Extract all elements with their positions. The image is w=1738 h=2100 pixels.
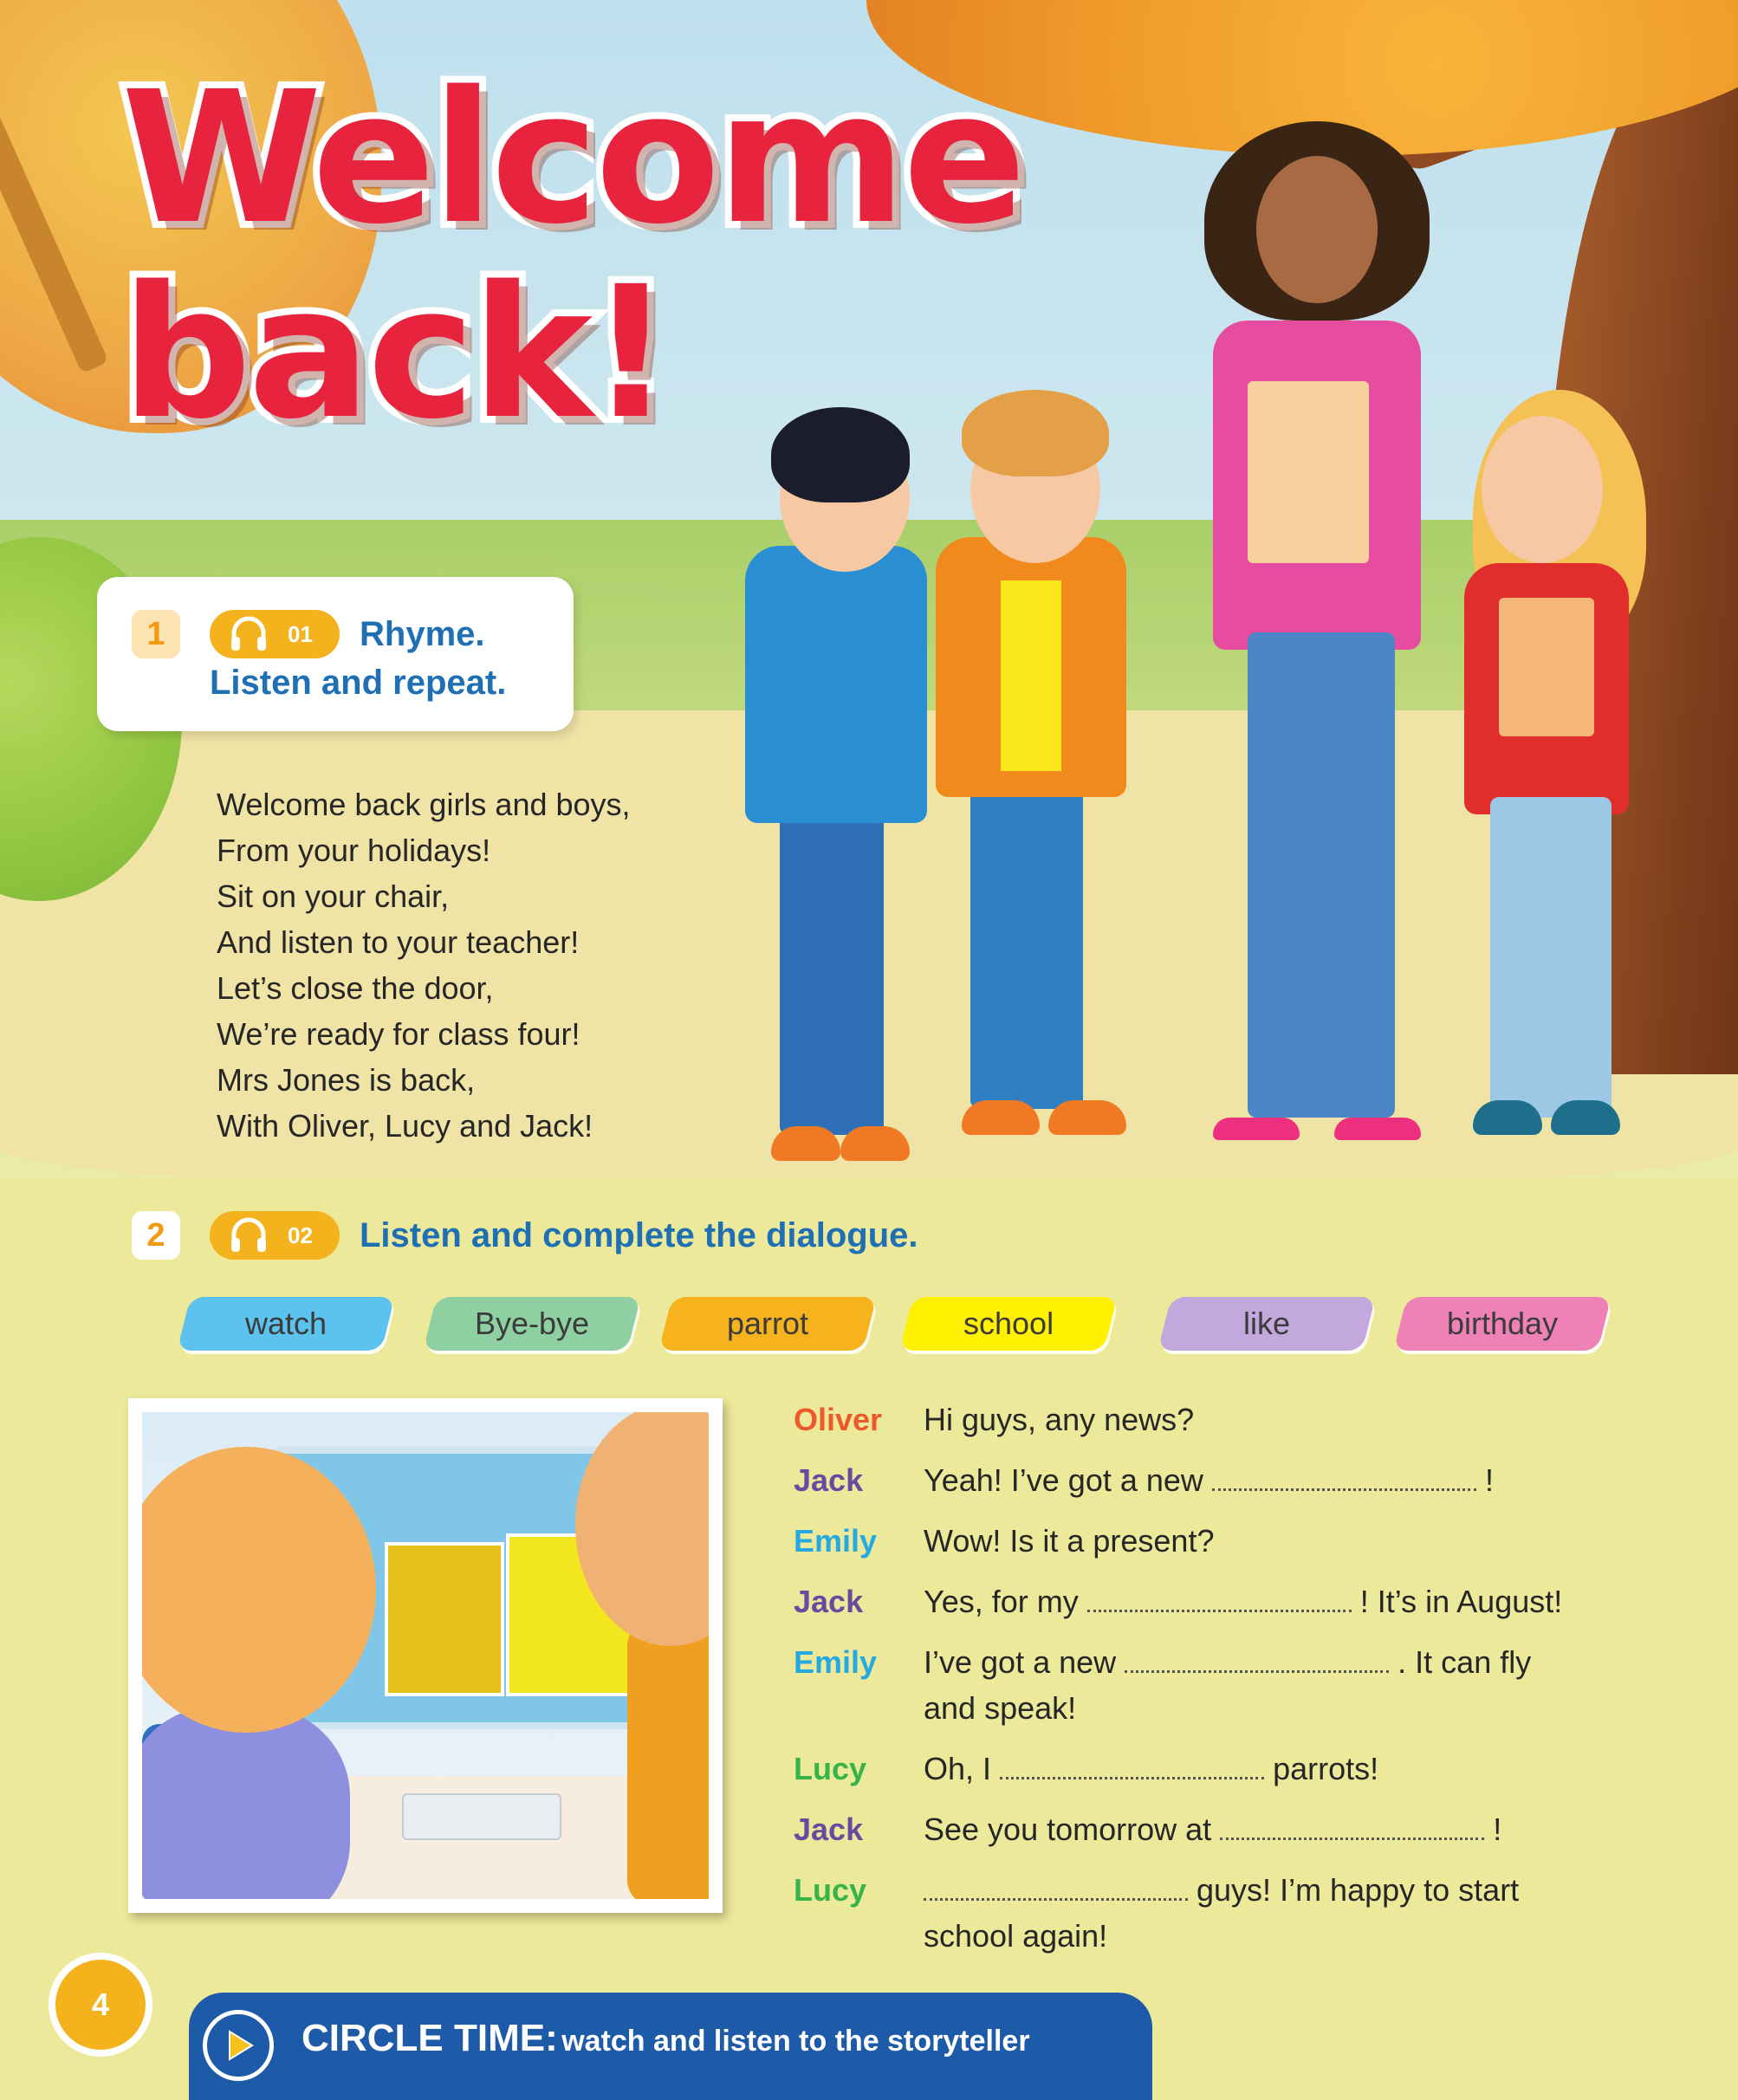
answer-blank[interactable] — [1212, 1461, 1476, 1491]
teacher — [1196, 121, 1456, 1161]
line-text-after: . It can fly — [1398, 1644, 1532, 1680]
dialogue-line — [924, 1806, 1617, 1852]
line-text-after: ! — [1484, 1462, 1494, 1498]
rhyme-line: Let’s close the door, — [217, 970, 494, 1006]
line-text-after: ! It’s in August! — [1359, 1584, 1563, 1619]
answer-blank[interactable] — [1087, 1582, 1352, 1612]
line-text: Hi guys, any news? — [924, 1402, 1195, 1437]
title-line-1: Welcome — [121, 52, 1023, 264]
word-chip[interactable] — [177, 1297, 394, 1351]
boy-blue-hoodie — [728, 399, 944, 1178]
rhyme-line: Mrs Jones is back, — [217, 1062, 476, 1098]
word-chip[interactable] — [423, 1297, 640, 1351]
circle-time-text — [302, 2017, 1030, 2060]
line-text: See you tomorrow at — [924, 1812, 1212, 1847]
track-number: 01 — [288, 620, 313, 647]
line-text: Yes, for my — [924, 1584, 1079, 1619]
boy-orange-jacket — [918, 390, 1144, 1152]
girl-back — [142, 1707, 350, 1899]
exercise-2-instruction: Listen and complete the dialogue. — [360, 1216, 918, 1254]
answer-blank[interactable] — [1125, 1643, 1389, 1673]
circle-time-description: watch and listen to the storyteller — [561, 2025, 1030, 2058]
line-text-after: guys! I’m happy to start — [1196, 1872, 1520, 1908]
speaker-name: Jack — [794, 1584, 864, 1619]
circle-time-banner[interactable] — [189, 1993, 1152, 2100]
rhyme-line: From your holidays! — [217, 833, 491, 868]
line-text: I’ve got a new — [924, 1644, 1117, 1680]
rhyme-line: With Oliver, Lucy and Jack! — [217, 1108, 593, 1144]
line-text-after: parrots! — [1273, 1751, 1379, 1786]
speaker-name: Lucy — [794, 1751, 867, 1786]
dialogue-line — [924, 1518, 1617, 1564]
word-chip-label: parrot — [726, 1306, 809, 1341]
rhyme-text — [217, 781, 631, 1149]
title-line-2: back! — [121, 247, 669, 459]
audio-track-button[interactable] — [210, 1211, 340, 1260]
word-chip-label: school — [963, 1306, 1054, 1341]
speaker-name: Jack — [794, 1462, 864, 1498]
headphones-icon — [229, 1217, 269, 1254]
speaker-name: Emily — [794, 1644, 878, 1680]
boy-shirt — [627, 1620, 709, 1899]
dialogue-line — [924, 1457, 1617, 1503]
line-text-after: ! — [1493, 1812, 1502, 1847]
word-chip[interactable] — [1393, 1297, 1611, 1351]
speaker-name: Jack — [794, 1812, 864, 1847]
video-call-scene — [142, 1412, 709, 1899]
dialogue-line — [924, 1639, 1617, 1731]
video-window-girl — [385, 1542, 504, 1696]
rhyme-line: And listen to your teacher! — [217, 924, 580, 960]
word-bank — [184, 1297, 1639, 1351]
exercise-1-instruction-line-2: Listen and repeat. — [210, 664, 507, 702]
answer-blank[interactable] — [1220, 1810, 1484, 1840]
speaker-name: Lucy — [794, 1872, 867, 1908]
exercise-number: 1 — [132, 610, 180, 658]
speaker-name: Oliver — [794, 1402, 883, 1437]
play-button[interactable] — [203, 2010, 274, 2081]
rhyme-line: Sit on your chair, — [217, 878, 450, 914]
dialogue-line — [924, 1578, 1617, 1624]
word-chip[interactable] — [658, 1297, 876, 1351]
answer-blank[interactable] — [1000, 1749, 1264, 1779]
line-text: Yeah! I’ve got a new — [924, 1462, 1203, 1498]
word-chip-label: birthday — [1446, 1306, 1559, 1341]
headphones-icon — [229, 616, 269, 652]
rhyme-line: We’re ready for class four! — [217, 1016, 580, 1052]
dialogue-line — [924, 1867, 1617, 1959]
dialogue-line — [924, 1397, 1617, 1442]
video-call-picture — [128, 1398, 723, 1913]
keyboard — [402, 1793, 561, 1840]
girl-red-top — [1456, 390, 1646, 1152]
word-chip-label: Bye-bye — [474, 1306, 590, 1341]
page-number: 4 — [55, 1960, 146, 2050]
answer-blank[interactable] — [924, 1870, 1188, 1901]
dialogue-line — [924, 1746, 1617, 1792]
speaker-name: Emily — [794, 1523, 878, 1559]
track-number: 02 — [288, 1222, 313, 1248]
word-chip-label: like — [1242, 1306, 1291, 1341]
line-text-continued: school again! — [924, 1918, 1108, 1954]
exercise-1-instruction-line-1: Rhyme. — [360, 615, 485, 653]
exercise-1-header — [97, 577, 574, 731]
page-title — [121, 52, 1023, 459]
play-icon — [221, 2028, 256, 2063]
rhyme-line: Welcome back girls and boys, — [217, 787, 631, 822]
exercise-number: 2 — [132, 1211, 180, 1260]
line-text: Oh, I — [924, 1751, 992, 1786]
audio-track-button[interactable] — [210, 610, 340, 658]
line-text-continued: and speak! — [924, 1690, 1077, 1726]
word-chip-label: watch — [244, 1306, 327, 1341]
circle-time-label: CIRCLE TIME: — [302, 2017, 558, 2059]
line-text: Wow! Is it a present? — [924, 1523, 1215, 1559]
word-chip[interactable] — [1158, 1297, 1375, 1351]
word-chip[interactable] — [899, 1297, 1117, 1351]
